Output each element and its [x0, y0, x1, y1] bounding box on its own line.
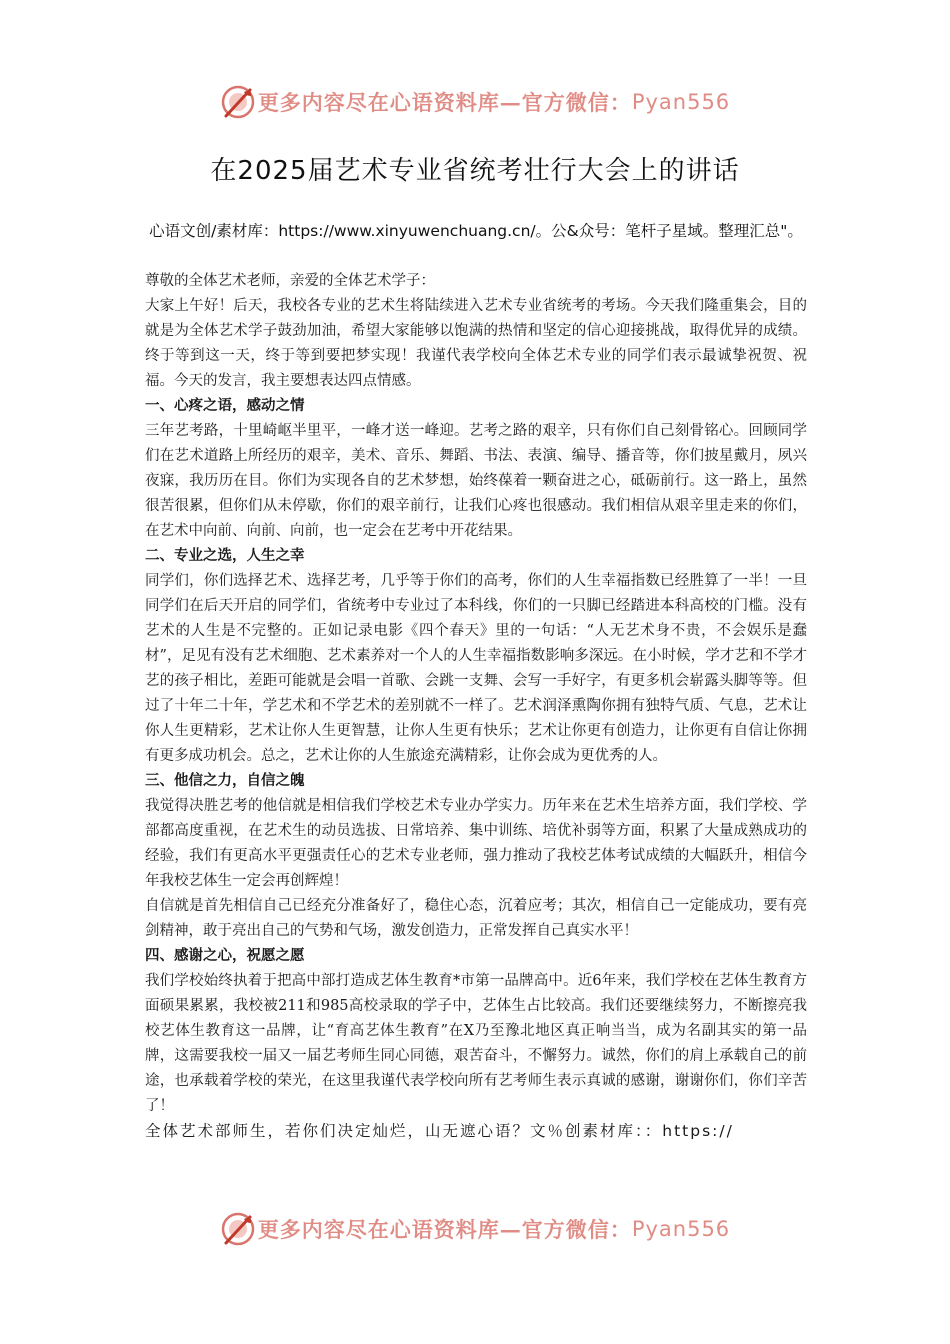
section-1-paragraph: 三年艺考路，十里崎岖半里平，一峰才送一峰迎。艺考之路的艰辛，只有你们自己刻骨铭心。回顾同学们在艺术道路上所经历的艰辛，美术、音乐、舞蹈、书法、表演、编导、播音等，你们披星戴月，夙兴夜寐，我历历在目。你们为实现各自的艺术梦想，始终葆着一颗奋进之心，砥砺前行。这一路上，虽然很苦很累，但你们从未停歇，你们的艰辛前行，让我们心疼也很感动。我们相信从艰辛里走来的你们，在艺术中向前、向前、向前，也一定会在艺考中开花结果。: [145, 423, 807, 539]
quill-logo-icon: [220, 1211, 256, 1247]
section-heading-1: 一、心疼之语，感动之情: [145, 398, 305, 414]
section-heading-3: 三、他信之力，自信之魄: [145, 773, 305, 789]
quill-logo-icon: [220, 84, 256, 120]
banner-wechat-id: Pyan556: [631, 90, 731, 114]
section-4-paragraph: 我们学校始终执着于把高中部打造成艺体生教育*市第一品牌高中。近6年来，我们学校在艺体生教育方面硕果累累，我校被211和985高校录取的学子中，艺体生占比较高。我们还要继续努力，不断擦亮我校艺体生教育这一品牌，让“育高艺体生教育”在X乃至豫北地区真正响当当，成为名副其实的第一品牌，这需要我校一届又一届艺考师生同心同德，艰苦奋斗，不懈努力。诚然，你们的肩上承载自己的前途，也承载着学校的荣光，在这里我谨代表学校向所有艺考师生表示真诚的感谢，谢谢你们，你们辛苦了！: [145, 973, 807, 1114]
greeting: 尊敬的全体艺术老师，亲爱的全体艺术学子：: [145, 273, 435, 289]
page-title: 在2025届艺术专业省统考壮行大会上的讲话: [210, 156, 740, 186]
banner-text: 更多内容尽在心语资料库—官方微信：: [257, 90, 632, 115]
section-2-paragraph: 同学们，你们选择艺术、选择艺考，几乎等于你们的高考，你们的人生幸福指数已经胜算了一半！一旦同学们在后天开启的同学们，省统考中专业过了本科线，你们的一只脚已经踏进本科高校的门槛。没有艺术的人生是不完整的。正如记录电影《四个春天》里的一句话：“人无艺术身不贵，不会娱乐是蠢材”，足见有没有艺术细胞、艺术素养对一个人的人生幸福指数影响多深远。在小时候，学才艺和不学才艺的孩子相比，差距可能就是会唱一首歌、会跳一支舞、会写一手好字，有更多机会崭露头脚等等。但过了十年二十年，学艺术和不学艺术的差别就不一样了。艺术润泽熏陶你拥有独特气质、气息，艺术让你人生更精彩，艺术让你人生更智慧，让你人生更有快乐；艺术让你更有创造力，让你更有自信让你拥有更多成功机会。总之，艺术让你的人生旅途充满精彩，让你会成为更优秀的人。: [145, 573, 807, 764]
tail-line: 全体艺术部师生，若你们决定灿烂，山无遮心语？文％创素材库：：https://: [145, 1122, 734, 1140]
banner-text: 更多内容尽在心语资料库—官方微信：: [257, 1217, 632, 1242]
section-3-paragraph-2: 自信就是首先相信自己已经充分准备好了，稳住心态，沉着应考；其次，相信自己一定能成功，要有亮剑精神，敢于亮出自己的气势和气场，激发创造力，正常发挥自己真实水平！: [145, 898, 807, 939]
intro-paragraph: 大家上午好！后天，我校各专业的艺术生将陆续进入艺术专业省统考的考场。今天我们隆重集会，目的就是为全体艺术学子鼓劲加油，希望大家能够以饱满的热情和坚定的信心迎接挑战，取得优异的成绩。终于等到这一天，终于等到要把梦实现！我谨代表学校向全体艺术专业的同学们表示最诚挚祝贺、祝福。今天的发言，我主要想表达四点情感。: [145, 298, 807, 389]
source-line: 心语文创/素材库：https://www.xinyuwenchuang.cn/。公&众号：笔杆子星域。整理汇总"。: [149, 222, 803, 240]
top-banner: [0, 84, 950, 120]
banner-wechat-id: Pyan556: [631, 1217, 731, 1241]
speech-body: [145, 269, 807, 1144]
bottom-banner: [0, 1211, 950, 1247]
section-heading-4: 四、感谢之心，祝愿之愿: [145, 948, 305, 964]
section-heading-2: 二、专业之选，人生之幸: [145, 548, 305, 564]
section-3-paragraph-1: 我觉得决胜艺考的他信就是相信我们学校艺术专业办学实力。历年来在艺术生培养方面，我们学校、学部都高度重视，在艺术生的动员选拔、日常培养、集中训练、培优补弱等方面，积累了大量成熟成功的经验，我们有更高水平更强责任心的艺术专业老师，强力推动了我校艺体考试成绩的大幅跃升，相信今年我校艺体生一定会再创辉煌！: [145, 798, 807, 889]
